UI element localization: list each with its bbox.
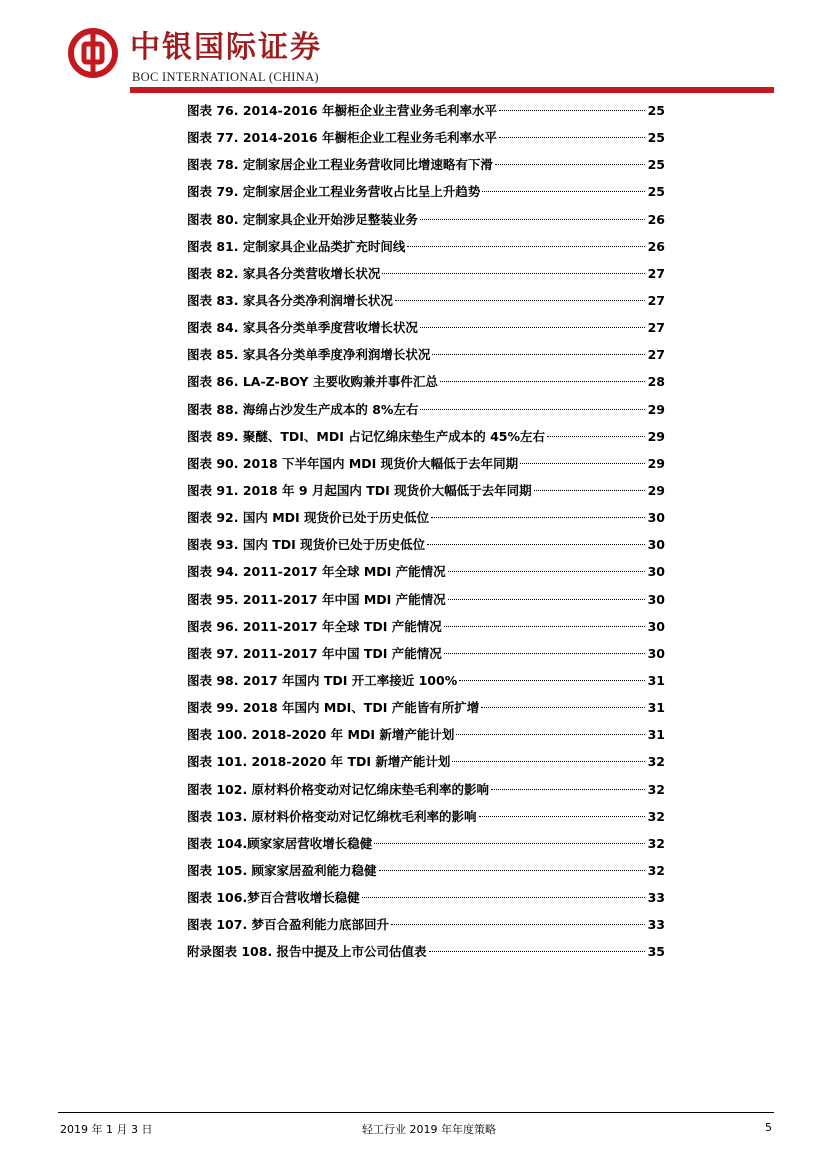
toc-item-page: 26 (647, 238, 665, 254)
toc-item-label: 图表 105. 顾家家居盈利能力稳健 (187, 862, 377, 878)
brand-name-en: BOC INTERNATIONAL (CHINA) (132, 70, 319, 84)
toc-dot-leader (429, 950, 645, 952)
toc-dot-leader (444, 652, 645, 654)
toc-dot-leader (495, 163, 645, 165)
toc-item[interactable] (187, 667, 665, 694)
toc-item-label: 图表 99. 2018 年国内 MDI、TDI 产能皆有所扩增 (187, 700, 480, 716)
toc-dot-leader (481, 706, 645, 708)
toc-item[interactable] (187, 260, 665, 287)
toc-item-label: 图表 90. 2018 下半年国内 MDI 现货价大幅低于去年同期 (187, 455, 519, 471)
toc-dot-leader (374, 842, 645, 844)
toc-item[interactable] (187, 178, 665, 205)
toc-item-label: 图表 77. 2014-2016 年橱柜企业工程业务毛利率水平 (187, 130, 497, 146)
toc-item[interactable] (187, 830, 665, 857)
toc-item[interactable] (187, 287, 665, 314)
toc-item-label: 图表 96. 2011-2017 年全球 TDI 产能情况 (187, 618, 442, 634)
toc-item-label: 附录图表 108. 报告中提及上市公司估值表 (187, 944, 427, 960)
toc-dot-leader (479, 815, 645, 817)
toc-item[interactable] (187, 504, 665, 531)
toc-dot-leader (534, 489, 645, 491)
toc-item-label: 图表 100. 2018-2020 年 MDI 新增产能计划 (187, 727, 455, 743)
toc-item-label: 图表 88. 海绵占沙发生产成本的 8%左右 (187, 401, 419, 417)
toc-dot-leader (362, 896, 645, 898)
toc-dot-leader (456, 733, 645, 735)
toc-dot-leader (427, 543, 645, 545)
toc-item-label: 图表 92. 国内 MDI 现货价已处于历史低位 (187, 510, 430, 526)
boc-logo-icon (68, 28, 118, 78)
toc-item-label: 图表 80. 定制家具企业开始涉足整装业务 (187, 211, 418, 227)
toc-item-label: 图表 93. 国内 TDI 现货价已处于历史低位 (187, 537, 426, 553)
toc-item-page: 35 (647, 944, 665, 960)
toc-dot-leader (491, 788, 645, 790)
toc-dot-leader (448, 598, 645, 600)
toc-item[interactable] (187, 694, 665, 721)
toc-item[interactable] (187, 803, 665, 830)
table-of-figures (187, 97, 665, 966)
toc-dot-leader (448, 570, 645, 572)
toc-item-page: 29 (647, 401, 665, 417)
toc-item-page: 25 (647, 103, 665, 118)
toc-item-label: 图表 103. 原材料价格变动对记忆绵枕毛利率的影响 (187, 808, 477, 824)
toc-item-label: 图表 91. 2018 年 9 月起国内 TDI 现货价大幅低于去年同期 (187, 482, 532, 498)
toc-dot-leader (395, 299, 645, 301)
toc-item[interactable] (187, 206, 665, 233)
toc-item-page: 32 (647, 808, 665, 824)
toc-item-page: 31 (647, 727, 665, 743)
toc-item-page: 33 (647, 917, 665, 933)
toc-item-label: 图表 83. 家具各分类净利润增长状况 (187, 292, 393, 308)
toc-item[interactable] (187, 586, 665, 613)
toc-item-label: 图表 97. 2011-2017 年中国 TDI 产能情况 (187, 645, 442, 661)
toc-item[interactable] (187, 748, 665, 775)
toc-item-page: 27 (647, 292, 665, 308)
toc-dot-leader (420, 218, 645, 220)
toc-item-label: 图表 78. 定制家居企业工程业务营收同比增速略有下滑 (187, 157, 493, 173)
toc-item[interactable] (187, 423, 665, 450)
toc-item[interactable] (187, 97, 665, 124)
toc-item-page: 27 (647, 320, 665, 336)
toc-item-page: 29 (647, 482, 665, 498)
toc-item[interactable] (187, 531, 665, 558)
toc-item-page: 26 (647, 211, 665, 227)
toc-item[interactable] (187, 151, 665, 178)
toc-item[interactable] (187, 341, 665, 368)
toc-item-label: 图表 101. 2018-2020 年 TDI 新增产能计划 (187, 754, 451, 770)
footer-title: 轻工行业 2019 年年度策略 (362, 1123, 496, 1136)
toc-dot-leader (420, 408, 645, 410)
toc-dot-leader (391, 923, 645, 925)
toc-item-page: 29 (647, 455, 665, 471)
toc-item-page: 32 (647, 862, 665, 878)
toc-item-page: 30 (647, 537, 665, 553)
toc-item-page: 30 (647, 618, 665, 634)
toc-item[interactable] (187, 314, 665, 341)
toc-item-label: 图表 84. 家具各分类单季度营收增长状况 (187, 320, 418, 336)
toc-item-page: 32 (647, 781, 665, 797)
toc-item[interactable] (187, 884, 665, 911)
toc-item-page: 31 (647, 672, 665, 688)
header-rule (130, 87, 774, 93)
toc-dot-leader (547, 435, 645, 437)
brand-name-cn: 中银国际证券 (130, 30, 322, 65)
toc-dot-leader (407, 245, 645, 247)
toc-item-page: 30 (647, 591, 665, 607)
toc-item-label: 图表 86. LA-Z-BOY 主要收购兼并事件汇总 (187, 374, 438, 390)
footer-rule (58, 1112, 774, 1113)
toc-item[interactable] (187, 124, 665, 151)
toc-item[interactable] (187, 640, 665, 667)
toc-item-label: 图表 107. 梦百合盈利能力底部回升 (187, 917, 390, 933)
footer-date: 2019 年 1 月 3 日 (60, 1123, 153, 1136)
toc-item[interactable] (187, 613, 665, 640)
toc-item[interactable] (187, 450, 665, 477)
toc-item-page: 30 (647, 645, 665, 661)
toc-item-label: 图表 104.顾家家居营收增长稳健 (187, 835, 373, 851)
toc-dot-leader (382, 272, 645, 274)
toc-item-label: 图表 81. 定制家具企业品类扩充时间线 (187, 238, 406, 254)
footer-page-number: 5 (765, 1121, 772, 1134)
toc-item-label: 图表 98. 2017 年国内 TDI 开工率接近 100% (187, 672, 458, 688)
toc-item-page: 31 (647, 700, 665, 716)
toc-item-page: 30 (647, 510, 665, 526)
toc-item[interactable] (187, 558, 665, 585)
toc-item-page: 25 (647, 184, 665, 200)
toc-item-page: 25 (647, 130, 665, 146)
toc-item[interactable] (187, 233, 665, 260)
toc-dot-leader (420, 326, 645, 328)
toc-dot-leader (520, 462, 645, 464)
toc-dot-leader (482, 190, 645, 192)
toc-item-page: 32 (647, 754, 665, 770)
toc-item-page: 27 (647, 347, 665, 363)
toc-item-label: 图表 76. 2014-2016 年橱柜企业主营业务毛利率水平 (187, 103, 497, 118)
toc-item-label: 图表 106.梦百合营收增长稳健 (187, 890, 360, 906)
toc-item-page: 27 (647, 265, 665, 281)
toc-item-page: 33 (647, 890, 665, 906)
toc-item-label: 图表 102. 原材料价格变动对记忆绵床垫毛利率的影响 (187, 781, 490, 797)
toc-item[interactable] (187, 396, 665, 423)
toc-item[interactable] (187, 477, 665, 504)
toc-dot-leader (452, 760, 645, 762)
toc-item-label: 图表 82. 家具各分类营收增长状况 (187, 265, 381, 281)
toc-dot-leader (432, 353, 645, 355)
toc-item-page: 25 (647, 157, 665, 173)
toc-item-label: 图表 85. 家具各分类单季度净利润增长状况 (187, 347, 431, 363)
toc-dot-leader (431, 516, 645, 518)
toc-dot-leader (379, 869, 645, 871)
toc-dot-leader (459, 679, 645, 681)
toc-item-label: 图表 89. 聚醚、TDI、MDI 占记忆绵床垫生产成本的 45%左右 (187, 428, 545, 444)
toc-item-page: 30 (647, 564, 665, 580)
toc-item-label: 图表 95. 2011-2017 年中国 MDI 产能情况 (187, 591, 446, 607)
toc-dot-leader (444, 625, 645, 627)
toc-item[interactable] (187, 911, 665, 938)
toc-item[interactable] (187, 721, 665, 748)
toc-item-label: 图表 94. 2011-2017 年全球 MDI 产能情况 (187, 564, 446, 580)
toc-dot-leader (499, 136, 645, 138)
toc-item[interactable] (187, 857, 665, 884)
toc-item[interactable] (187, 938, 665, 965)
toc-item-page: 29 (647, 428, 665, 444)
toc-item[interactable] (187, 368, 665, 395)
toc-item-page: 32 (647, 835, 665, 851)
toc-dot-leader (440, 380, 645, 382)
toc-item[interactable] (187, 776, 665, 803)
toc-item-label: 图表 79. 定制家居企业工程业务营收占比呈上升趋势 (187, 184, 481, 200)
toc-dot-leader (499, 109, 645, 111)
toc-item-page: 28 (647, 374, 665, 390)
